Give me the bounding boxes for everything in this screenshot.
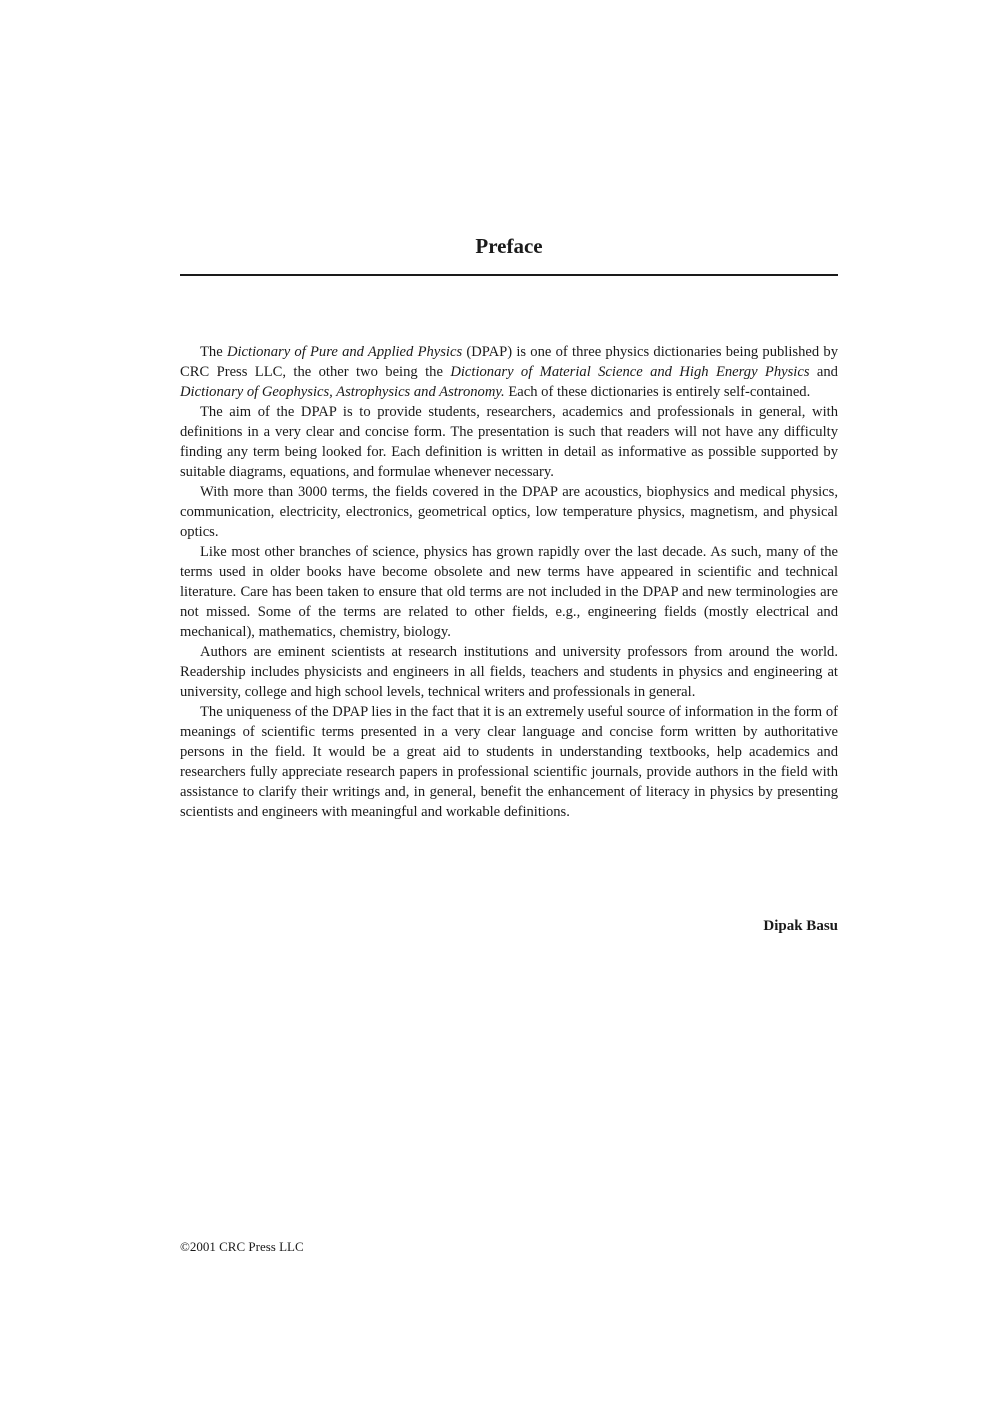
- paragraph: [180, 402, 838, 482]
- text-run: and: [809, 364, 838, 380]
- title-rule: [180, 274, 838, 276]
- paragraph: [180, 642, 838, 702]
- text-run: Like most other branches of science, physics has grown rapidly over the last decade. As such, many of the terms used in older books have become obsolete and new terms have appeared in scientific and technical literature. Care has been taken to ensure that old terms are not included in the DPAP and new terminologies are not missed. Some of the terms are related to other fields, e.g., engineering fields (mostly electrical and mechanical), mathematics, chemistry, biology.: [180, 544, 838, 640]
- paragraph: [180, 542, 838, 642]
- italic-title: Dictionary of Material Science and High Energy Physics: [450, 364, 810, 380]
- italic-title: Dictionary of Geophysics, Astrophysics and Astronomy.: [180, 384, 505, 400]
- copyright-footer: ©2001 CRC Press LLC: [180, 1239, 304, 1254]
- text-run: Authors are eminent scientists at research institutions and university professors from around the world. Readership includes physicists and engineers in all fields, teachers and students in physics and engineering at university, college and high school levels, technical writers and professionals in general.: [180, 644, 838, 700]
- text-run: With more than 3000 terms, the fields covered in the DPAP are acoustics, biophysics and medical physics, communication, electricity, electronics, geometrical optics, low temperature physics, magnetism, and physical optics.: [180, 484, 838, 540]
- author-signature: Dipak Basu: [763, 918, 838, 934]
- text-run: Each of these dictionaries is entirely self-contained.: [504, 384, 811, 400]
- preface-body: [180, 342, 838, 822]
- page-title: Preface: [475, 234, 543, 258]
- italic-title: Dictionary of Pure and Applied Physics: [226, 344, 463, 360]
- paragraph: [180, 342, 838, 402]
- text-run: The uniqueness of the DPAP lies in the fact that it is an extremely useful source of information in the form of meanings of scientific terms presented in a very clear language and concise form written by authoritative persons in the field. It would be a great aid to students in understanding textbooks, help academics and researchers fully appreciate research papers in professional scientific journals, provide authors in the field with assistance to clarify their writings and, in general, benefit the enhancement of literacy in physics by presenting scientists and engineers with meaningful and workable definitions.: [180, 704, 838, 820]
- text-run: The aim of the DPAP is to provide students, researchers, academics and professionals in general, with definitions in a very clear and concise form. The presentation is such that readers will not have any difficulty finding any term being looked for. Each definition is written in detail as informative as possible supported by suitable diagrams, equations, and formulae whenever necessary.: [180, 404, 838, 480]
- paragraph: [180, 702, 838, 822]
- paragraph: [180, 482, 838, 542]
- text-run: (DPAP) is one of three physics dictionaries being published by CRC Press LLC, the other two being the: [180, 344, 839, 380]
- text-run: The: [200, 344, 227, 360]
